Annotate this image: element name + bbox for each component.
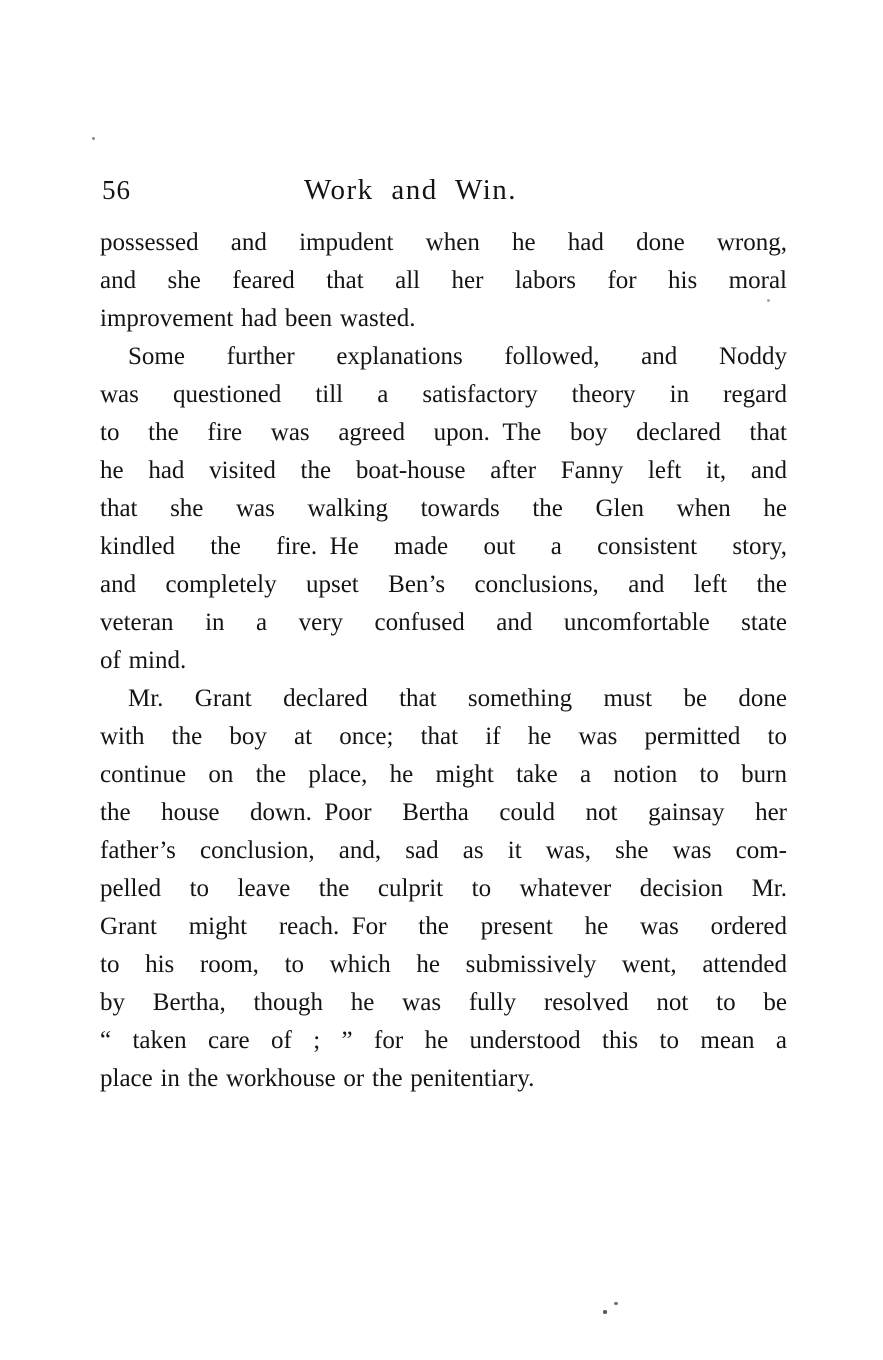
text-line: Grant might reach. For the present he was ordered — [100, 913, 787, 940]
scan-speck — [603, 1310, 607, 1314]
text-line: of mind. — [100, 647, 187, 674]
text-line: possessed and impudent when he had done wrong, — [100, 229, 787, 256]
page-number: 56 — [102, 175, 131, 205]
text-line: to the fire was agreed upon. The boy declared that — [100, 419, 787, 446]
text-line: pelled to leave the culprit to whatever decision Mr. — [100, 875, 787, 902]
text-line: and completely upset Ben’s conclusions, and left the — [100, 571, 787, 598]
page-body — [100, 224, 787, 1098]
text-line: the house down. Poor Bertha could not gainsay her — [100, 799, 787, 826]
scan-speck — [614, 1302, 618, 1305]
text-line: kindled the fire. He made out a consistent story, — [100, 533, 787, 560]
text-line: improvement had been wasted. — [100, 305, 416, 332]
text-line: veteran in a very confused and uncomfortable state — [100, 609, 787, 636]
text-line: father’s conclusion, and, sad as it was, she was com- — [100, 837, 787, 864]
scan-speck — [767, 299, 770, 302]
running-title: Work and Win. — [303, 174, 518, 206]
scan-speck — [92, 137, 95, 140]
text-line: “ taken care of ; ” for he understood this to mean a — [100, 1027, 787, 1054]
text-line: was questioned till a satisfactory theory in regard — [100, 381, 787, 408]
text-line: Some further explanations followed, and Noddy — [128, 343, 787, 370]
text-line: by Bertha, though he was fully resolved not to be — [100, 989, 787, 1016]
text-line: he had visited the boat-house after Fanny left it, and — [100, 457, 787, 484]
text-line: with the boy at once; that if he was permitted to — [100, 723, 787, 750]
text-line: to his room, to which he submissively went, attended — [100, 951, 787, 978]
text-line: that she was walking towards the Glen when he — [100, 495, 787, 522]
text-line: place in the workhouse or the penitentiary. — [100, 1065, 535, 1092]
text-line: and she feared that all her labors for his moral — [100, 267, 787, 294]
text-line: Mr. Grant declared that something must be done — [128, 685, 787, 712]
text-line: continue on the place, he might take a notion to burn — [100, 761, 787, 788]
text-block — [100, 170, 787, 1098]
page-header — [100, 170, 787, 210]
